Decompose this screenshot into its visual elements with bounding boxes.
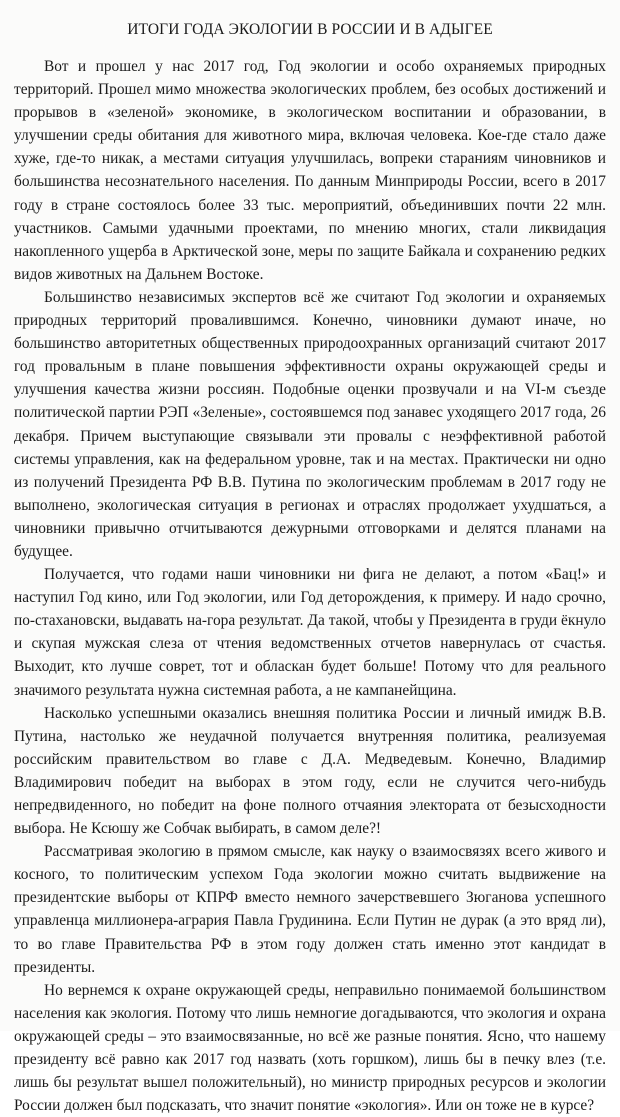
paragraph-4: Насколько успешными оказались внешняя политика России и личный имидж В.В. Путина, настолько же неудачной получается внутренняя политика, реализуемая российским правительством во главе с Д.А. Медведевым. Конечно, Владимир Владимирович победит на выборах в этом году, если не случится чего-нибудь непредвиденного, но победит на фоне полного отчаяния электората от безысходности выбора. Не Ксюшу же Собчак выбирать, в самом деле?! xyxy=(14,704,606,838)
paragraph-1: Вот и прошел у нас 2017 год, Год экологии и особо охраняемых природных территорий. Прошел мимо множества экологических проблем, без особых достижений и прорывов в «зеленой» экономике, в экологическом воспитании и образовании, в улучшении среды обитания для животного мира, включая человека. Кое-где стало даже хуже, где-то никак, а местами ситуация улучшилась, вопреки стараниям чиновников и большинства несознательного населения. По данным Минприроды России, всего в 2017 году в стране состоялось более 33 тыс. мероприятий, объединивших почти 22 млн. участников. Самыми удачными проектами, по мнению многих, стали ликвидация накопленного ущерба в Арктической зоне, меры по защите Байкала и сохранению редких видов животных на Дальнем Востоке. xyxy=(14,58,606,283)
document-title: ИТОГИ ГОДА ЭКОЛОГИИ В РОССИИ И В АДЫГЕЕ xyxy=(127,21,493,38)
paragraph-6: Но вернемся к охране окружающей среды, неправильно понимаемой большинством населения как экология. Потому что лишь немногие догадываются, что экология и охрана окружающей среды – это взаимосвязанные, но всё же разные понятия. Ясно, что нашему президенту всё равно как 2017 год назвать (хоть горшком), лишь бы в печку влез (т.е. лишь бы результат вышел положительный), но министр природных ресурсов и экологии России должен был подсказать, что значит понятие «экология». Или он тоже не в курсе? xyxy=(14,981,606,1115)
paragraph-5: Рассматривая экологию в прямом смысле, как науку о взаимосвязях всего живого и косного, то политическим успехом Года экологии можно считать выдвижение на президентские выборы от КПРФ вместо немного зачерствевшего Зюганова успешного управленца миллионера-агрария Павла Грудинина. Если Путин не дурак (а это вряд ли), то во главе Правительства РФ в этом году должен стать именно этот кандидат в президенты. xyxy=(14,843,606,976)
paragraph-3: Получается, что годами наши чиновники ни фига не делают, а потом «Бац!» и наступил Год кино, или Год экологии, или Год деторождения, к примеру. И надо срочно, по-стахановски, выдавать на-гора результат. Да такой, чтобы у Президента в груди ёкнуло и скупая мужская слеза от чтения ведомственных отчетов навернулась от счастья. Выходит, кто лучше соврет, тот и обласкан будет больше! Потому что для реального значимого результата нужна системная работа, а не кампанейщина. xyxy=(14,566,606,699)
paragraph-2: Большинство независимых экспертов всё же считают Год экологии и охраняемых природных территорий провалившимся. Конечно, чиновники думают иначе, но большинство авторитетных общественных природоохранных организаций считают 2017 год провальным в плане повышения эффективности охраны окружающей среды и улучшения качества жизни россиян. Подобные оценки прозвучали и на VI-м съезде политической партии РЭП «Зеленые», состоявшемся под занавес уходящего 2017 года, 26 декабря. Причем выступающие связывали эти провалы с неэффективной работой системы управления, как на федеральном уровне, так и на местах. Практически ни одно из получений Президента РФ В.В. Путина по экологическим проблемам в 2017 году не выполнено, экологическая ситуация в регионах и отраслях продолжает ухудшаться, а чиновники привычно отчитываются дежурными отговорками и делятся планами на будущее. xyxy=(14,288,606,560)
